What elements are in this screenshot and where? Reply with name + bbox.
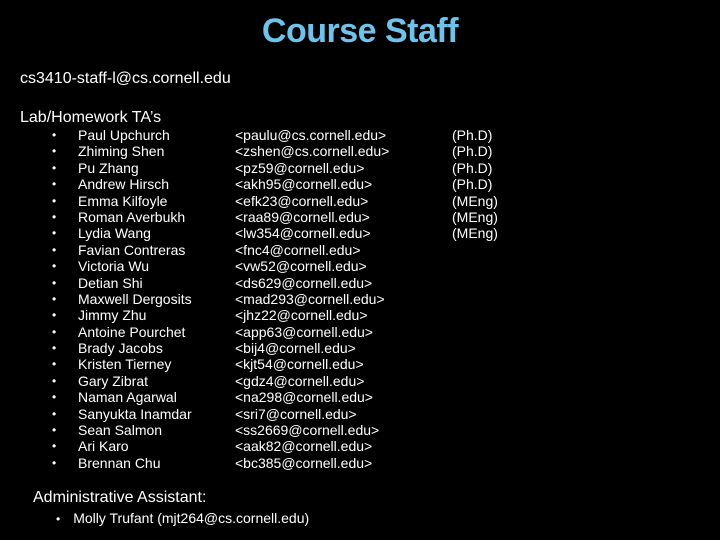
ta-degree: (MEng) [452,208,498,225]
bullet: • [52,259,57,274]
bullet: • [52,242,57,257]
ta-email: <fnc4@cornell.edu> [235,241,361,258]
degree-list [452,127,498,242]
admin-entry-text: Molly Trufant (mjt264@cs.cornell.edu) [73,510,310,526]
ta-name: Detian Shi [78,274,143,291]
ta-name: Pu Zhang [78,159,139,176]
bullet: • [52,423,57,438]
ta-email: <app63@cornell.edu> [235,323,373,340]
slide-title [0,12,720,51]
bullet: • [52,341,57,356]
bullet: • [52,177,57,192]
bullet: • [52,439,57,454]
admin-section-heading: Administrative Assistant: [33,489,207,506]
ta-email: <kjt54@cornell.edu> [235,356,364,373]
ta-degree: (Ph.D) [452,143,493,160]
ta-email: <paulu@cs.cornell.edu> [235,127,387,143]
ta-name: Victoria Wu [78,258,150,275]
bullet: • [56,512,61,526]
bullet: • [52,291,57,306]
ta-name: Favian Contreras [78,241,186,258]
ta-name: Paul Upchurch [78,127,170,143]
ta-email: <ds629@cornell.edu> [235,274,373,291]
ta-email: <pz59@cornell.edu> [235,159,365,176]
ta-name: Maxwell Dergosits [78,290,192,307]
ta-email: <sri7@cornell.edu> [235,405,357,422]
bullet: • [52,193,57,208]
staff-mailing-list: cs3410-staff-l@cs.cornell.edu [20,70,231,87]
ta-email: <vw52@cornell.edu> [235,258,367,275]
ta-name: Sean Salmon [78,422,163,439]
ta-name: Sanyukta Inamdar [78,405,192,422]
ta-email: <akh95@cornell.edu> [235,176,373,193]
bullet: • [52,357,57,372]
ta-email: <ss2669@cornell.edu> [235,422,380,439]
ta-email: <lw354@cornell.edu> [235,225,371,242]
ta-degree: (MEng) [452,225,498,242]
ta-email: <bij4@cornell.edu> [235,340,356,357]
bullet: • [52,128,57,142]
bullet: • [52,406,57,421]
ta-name: Brennan Chu [78,454,161,471]
bullet: • [52,144,57,159]
ta-name: Andrew Hirsch [78,176,170,193]
bullet: • [52,226,57,241]
bullet: • [52,209,57,224]
ta-email: <efk23@cornell.edu> [235,192,369,209]
ta-degree: (MEng) [452,192,498,209]
slide-title-text: Course Staff [261,12,459,50]
ta-name: Antoine Pourchet [78,323,186,340]
ta-email: <gdz4@cornell.edu> [235,372,365,389]
ta-name: Lydia Wang [78,225,151,242]
ta-email: <jhz22@cornell.edu> [235,307,368,324]
bullet: • [52,308,57,323]
admin-entry [56,510,309,526]
ta-degree: (Ph.D) [452,159,493,176]
bullet: • [52,373,57,388]
ta-email: <aak82@cornell.edu> [235,438,373,455]
ta-email: <zshen@cs.cornell.edu> [235,143,390,160]
bullet: • [52,455,57,470]
ta-email: <raa89@cornell.edu> [235,208,370,225]
ta-name: Brady Jacobs [78,340,163,357]
ta-degree: (Ph.D) [452,176,493,193]
ta-name: Gary Zibrat [78,372,149,389]
ta-degree: (Ph.D) [452,127,493,143]
ta-name: Jimmy Zhu [78,307,147,324]
bullet: • [52,390,57,405]
ta-email: <bc385@cornell.edu> [235,454,373,471]
ta-section-heading: Lab/Homework TA’s [20,109,162,126]
bullet: • [52,160,57,175]
ta-name: Emma Kilfoyle [78,192,168,209]
ta-email: <mad293@cornell.edu> [235,290,385,307]
ta-name: Naman Agarwal [78,389,177,406]
ta-email: <na298@cornell.edu> [235,389,373,406]
ta-name: Ari Karo [78,438,129,455]
ta-name: Kristen Tierney [78,356,172,373]
ta-name: Zhiming Shen [78,143,165,160]
bullet: • [52,275,57,290]
bullet: • [52,324,57,339]
ta-name: Roman Averbukh [78,208,186,225]
